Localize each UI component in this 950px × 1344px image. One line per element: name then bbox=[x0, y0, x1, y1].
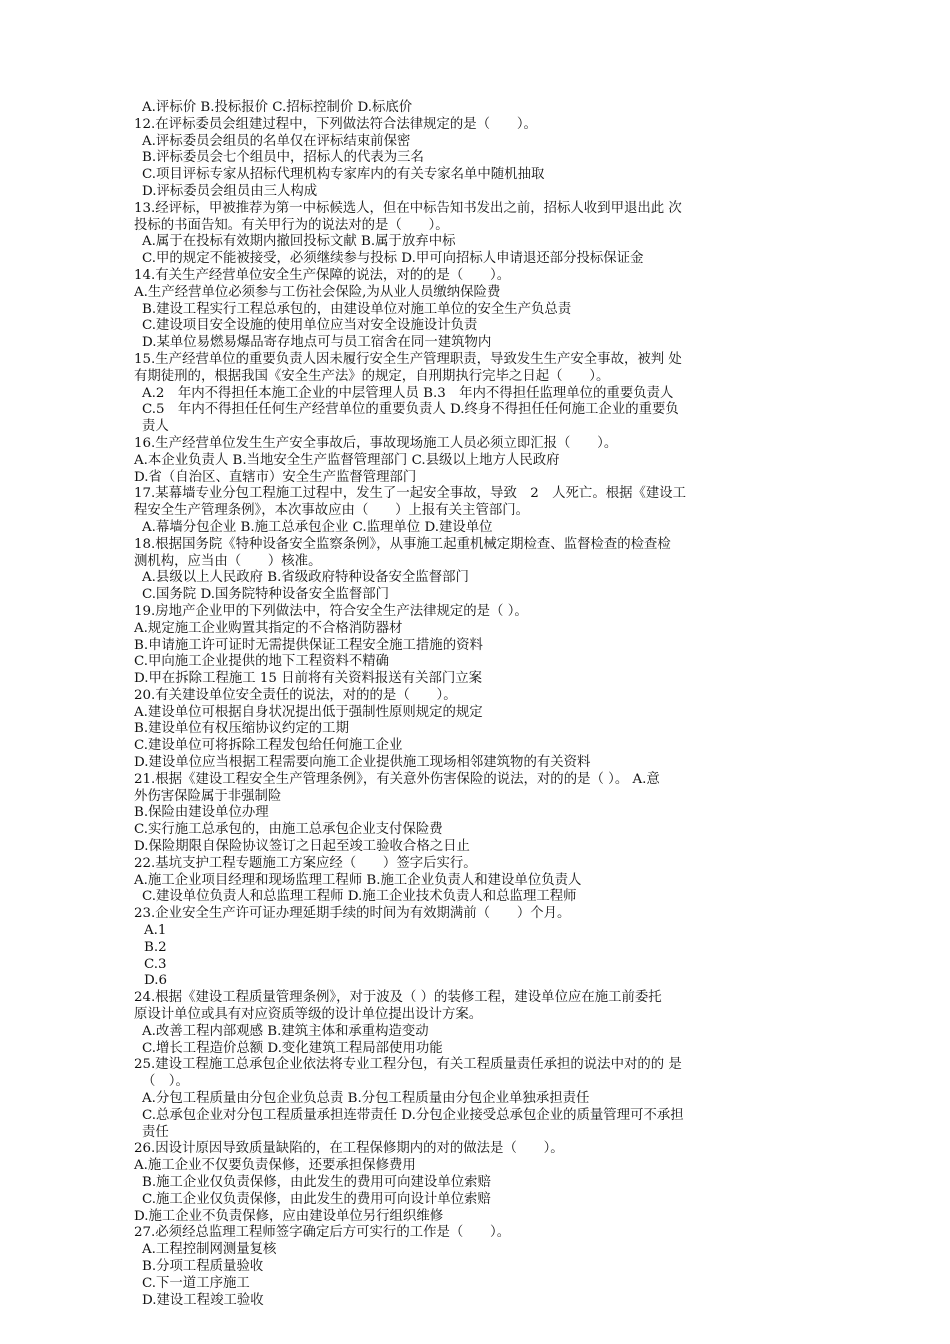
text-line: D.建设工程竣工验收 bbox=[142, 1292, 264, 1308]
text-line: A.改善工程内部观感 B.建筑主体和承重构造变动 bbox=[142, 1023, 429, 1039]
text-line: A.施工企业项目经理和现场监理工程师 B.施工企业负责人和建设单位负责人 bbox=[134, 872, 582, 888]
text-line: C.5 年内不得担任任何生产经营单位的重要负责人 D.终身不得担任任何施工企业的重要负 bbox=[142, 402, 679, 418]
text-line: A.县级以上人民政府 B.省级政府特种设备安全监督部门 bbox=[142, 570, 469, 586]
text-line: 18.根据国务院《特种设备安全监察条例》，从事施工起重机械定期检查、监督检查的检查检 bbox=[134, 536, 671, 552]
text-line: C.建设项目安全设施的使用单位应当对安全设施设计负责 bbox=[142, 318, 478, 334]
text-line: C.建设单位可将拆除工程发包给任何施工企业 bbox=[134, 738, 403, 754]
text-line: C.项目评标专家从招标代理机构专家库内的有关专家名单中随机抽取 bbox=[142, 167, 545, 183]
text-line: 外伤害保险属于非强制险 bbox=[134, 788, 282, 804]
text-line: A.2 年内不得担任本施工企业的中层管理人员 B.3 年内不得担任监理单位的重要负责人 bbox=[142, 385, 674, 401]
text-line: B.施工企业仅负责保修，由此发生的费用可向建设单位索赔 bbox=[142, 1175, 491, 1190]
text-line: 原设计单位或具有对应资质等级的设计单位提出设计方案。 bbox=[134, 1007, 483, 1023]
text-line: （ ）。 bbox=[142, 1074, 189, 1090]
text-line: 27.必须经总监理工程师签字确定后方可实行的工作是（ ）。 bbox=[134, 1225, 511, 1241]
text-line: A.幕墙分包企业 B.施工总承包企业 C.监理单位 D.建设单位 bbox=[142, 519, 493, 535]
text-line: C.下一道工序施工 bbox=[142, 1275, 250, 1291]
text-line: B.评标委员会七个组员中，招标人的代表为三名 bbox=[142, 150, 424, 166]
text-line: 23.企业安全生产许可证办理延期手续的时间为有效期满前（ ）个月。 bbox=[134, 906, 571, 922]
text-line: 24.根据《建设工程质量管理条例》，对于波及（ ）的装修工程，建设单位应在施工前委托 bbox=[134, 990, 662, 1006]
text-line: A.本企业负责人 B.当地安全生产监督管理部门 C.县级以上地方人民政府 bbox=[134, 452, 560, 468]
text-line: B.建设工程实行工程总承包的，由建设单位对施工单位的安全生产负总责 bbox=[142, 301, 572, 317]
text-line: 21.根据《建设工程安全生产管理条例》，有关意外伤害保险的说法，对的的是（ ）。 A.意 bbox=[134, 771, 660, 787]
text-line: 22.基坑支护工程专题施工方案应经（ ）签字后实行。 bbox=[134, 855, 477, 871]
document-body bbox=[134, 100, 834, 1309]
text-line: D.保险期限自保险协议签订之日起至竣工验收合格之日止 bbox=[134, 839, 470, 855]
text-line: 17.某幕墙专业分包工程施工过程中，发生了一起安全事故，导致 2 人死亡。根据《建设工 bbox=[134, 486, 687, 502]
text-line: A.生产经营单位必须参与工伤社会保险,为从业人员缴纳保险费 bbox=[134, 284, 501, 300]
text-line: A.规定施工企业购置其指定的不合格消防器材 bbox=[134, 620, 403, 636]
text-line: D.省（自治区、直辖市）安全生产监督管理部门 bbox=[134, 469, 417, 485]
text-line: 25.建设工程施工总承包企业依法将专业工程分包，有关工程质量责任承担的说法中对的的 是 bbox=[134, 1057, 682, 1073]
text-line: 有期徒刑的，根据我国《安全生产法》的规定，自刑期执行完毕之日起（ ）。 bbox=[134, 368, 610, 384]
text-line: B.建设单位有权压缩协议约定的工期 bbox=[134, 721, 349, 737]
text-line: 19.房地产企业甲的下列做法中，符合安全生产法律规定的是（ ）。 bbox=[134, 603, 528, 619]
text-line: 测机构，应当由（ ）核准。 bbox=[134, 553, 322, 569]
text-line: 责人 bbox=[142, 419, 169, 435]
text-line: 26.因设计原因导致质量缺陷的，在工程保修期内的对的做法是（ ）。 bbox=[134, 1141, 564, 1157]
text-line: B.2 bbox=[144, 939, 167, 955]
text-line: C.3 bbox=[144, 956, 167, 972]
text-line: C.实行施工总承包的，由施工总承包企业支付保险费 bbox=[134, 822, 443, 838]
text-line: A.1 bbox=[144, 923, 167, 939]
text-line: A.分包工程质量由分包企业负总责 B.分包工程质量由分包企业单独承担责任 bbox=[142, 1091, 590, 1107]
text-line: A.评标委员会组员的名单仅在评标结束前保密 bbox=[142, 133, 411, 149]
text-line: 20.有关建设单位安全责任的说法，对的的是（ ）。 bbox=[134, 687, 457, 703]
text-line: C.总承包企业对分包工程质量承担连带责任 D.分包企业接受总承包企业的质量管理可不承担 bbox=[142, 1107, 684, 1123]
text-line: D.6 bbox=[144, 973, 168, 989]
text-line: A.评标价 B.投标报价 C.招标控制价 D.标底价 bbox=[142, 100, 413, 115]
text-line: 13.经评标，甲被推荐为第一中标候选人，但在中标告知书发出之前，招标人收到甲退出此 次 bbox=[134, 200, 682, 216]
text-line: C.甲向施工企业提供的地下工程资料不精确 bbox=[134, 654, 390, 670]
text-line: 14.有关生产经营单位安全生产保障的说法，对的的是（ ）。 bbox=[134, 267, 511, 283]
text-line: B.申请施工许可证时无需提供保证工程安全施工措施的资料 bbox=[134, 637, 483, 653]
text-line: D.建设单位应当根据工程需要向施工企业提供施工现场相邻建筑物的有关资料 bbox=[134, 755, 591, 771]
text-line: D.评标委员会组员由三人构成 bbox=[142, 183, 318, 199]
text-line: C.甲的规定不能被接受，必须继续参与投标 D.甲可向招标人申请退还部分投标保证金 bbox=[142, 251, 644, 267]
text-line: C.建设单位负责人和总监理工程师 D.施工企业技术负责人和总监理工程师 bbox=[142, 889, 577, 905]
text-line: B.保险由建设单位办理 bbox=[134, 805, 269, 821]
text-line: A.施工企业不仅要负责保修，还要承担保修费用 bbox=[134, 1158, 416, 1174]
text-line: D.某单位易燃易爆品寄存地点可与员工宿舍在同一建筑物内 bbox=[142, 335, 492, 351]
text-line: 责任 bbox=[142, 1124, 169, 1140]
text-line: A.工程控制网测量复核 bbox=[142, 1242, 277, 1258]
text-line: A.属于在投标有效期内撤回投标文献 B.属于放弃中标 bbox=[142, 234, 456, 250]
text-line: A.建设单位可根据自身状况提出低于强制性原则规定的规定 bbox=[134, 704, 483, 720]
text-line: C.施工企业仅负责保修，由此发生的费用可向设计单位索赔 bbox=[142, 1191, 491, 1207]
text-line: 15.生产经营单位的重要负责人因未履行安全生产管理职责，导致发生生产安全事故，被判 处 bbox=[134, 351, 682, 367]
text-line: D.甲在拆除工程施工 15 日前将有关资料报送有关部门立案 bbox=[134, 671, 483, 687]
text-line: 12.在评标委员会组建过程中，下列做法符合法律规定的是（ ）。 bbox=[134, 116, 537, 132]
text-line: C.国务院 D.国务院特种设备安全监督部门 bbox=[142, 587, 390, 603]
text-line: C.增长工程造价总额 D.变化建筑工程局部使用功能 bbox=[142, 1040, 443, 1056]
text-line: 程安全生产管理条例》，本次事故应由（ ）上报有关主管部门。 bbox=[134, 503, 530, 519]
text-line: 投标的书面告知。有关甲行为的说法对的是（ ）。 bbox=[134, 217, 449, 233]
text-line: B.分项工程质量验收 bbox=[142, 1258, 264, 1274]
text-line: 16.生产经营单位发生生产安全事故后，事故现场施工人员必须立即汇报（ ）。 bbox=[134, 435, 618, 451]
text-line: D.施工企业不负责保修，应由建设单位另行组织维修 bbox=[134, 1208, 444, 1224]
